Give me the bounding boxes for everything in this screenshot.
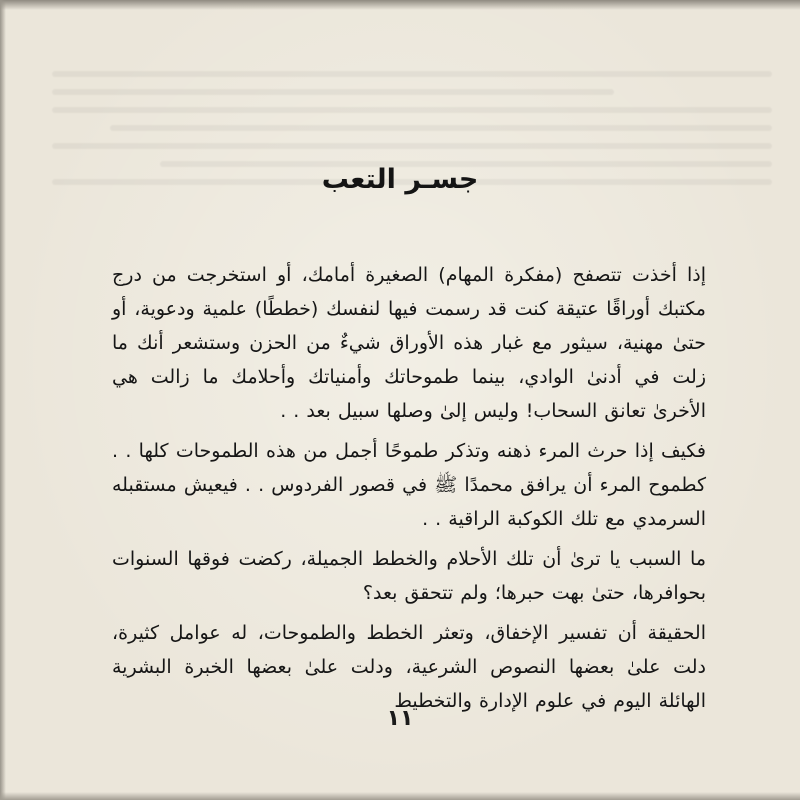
page-edge-shadow-bottom [0,792,800,800]
paragraph-4: الحقيقة أن تفسير الإخفاق، وتعثر الخطط والطموحات، له عوامل كثيرة، دلت علىٰ بعضها النصوص الشرعية، ودلت علىٰ بعضها الخبرة البشرية الهائلة اليوم في علوم الإدارة والتخطيط [112,622,706,712]
paragraph-3: ما السبب يا ترىٰ أن تلك الأحلام والخطط الجميلة، ركضت فوقها السنوات بحوافرها، حتىٰ بهت حبرها؛ ولم تتحقق بعد؟ [112,548,706,604]
paragraph-1: إذا أخذت تتصفح (مفكرة المهام) الصغيرة أمامك، أو استخرجت من درج مكتبك أوراقًا عتيقة كنت قد رسمت فيها لنفسك (خططًا) علمية ودعوية، أو حتىٰ مهنية، سيثور مع غبار هذه الأوراق شيءٌ من الحزن وستشعر أنك ما زلت في أدنىٰ الوادي، بينما طموحاتك وأمنياتك وأحلامك ما زالت هي الأخرىٰ تعانق السحاب! وليس إلىٰ وصلها سبيل بعد . . [112,264,706,422]
page-edge-shadow-left [0,0,6,800]
paragraph-2: فكيف إذا حرث المرء ذهنه وتذكر طموحًا أجمل من هذه الطموحات كلها . . كطموح المرء أن يرافق محمدًا ﷺ في قصور الفردوس . . فيعيش مستقبله السرمدي مع تلك الكوكبة الراقية . . [112,440,706,530]
chapter-title: جسـر التعب [321,164,479,195]
page-edge-shadow-top [0,0,800,10]
page-number: ١١ [386,706,414,731]
body-text [112,258,706,724]
